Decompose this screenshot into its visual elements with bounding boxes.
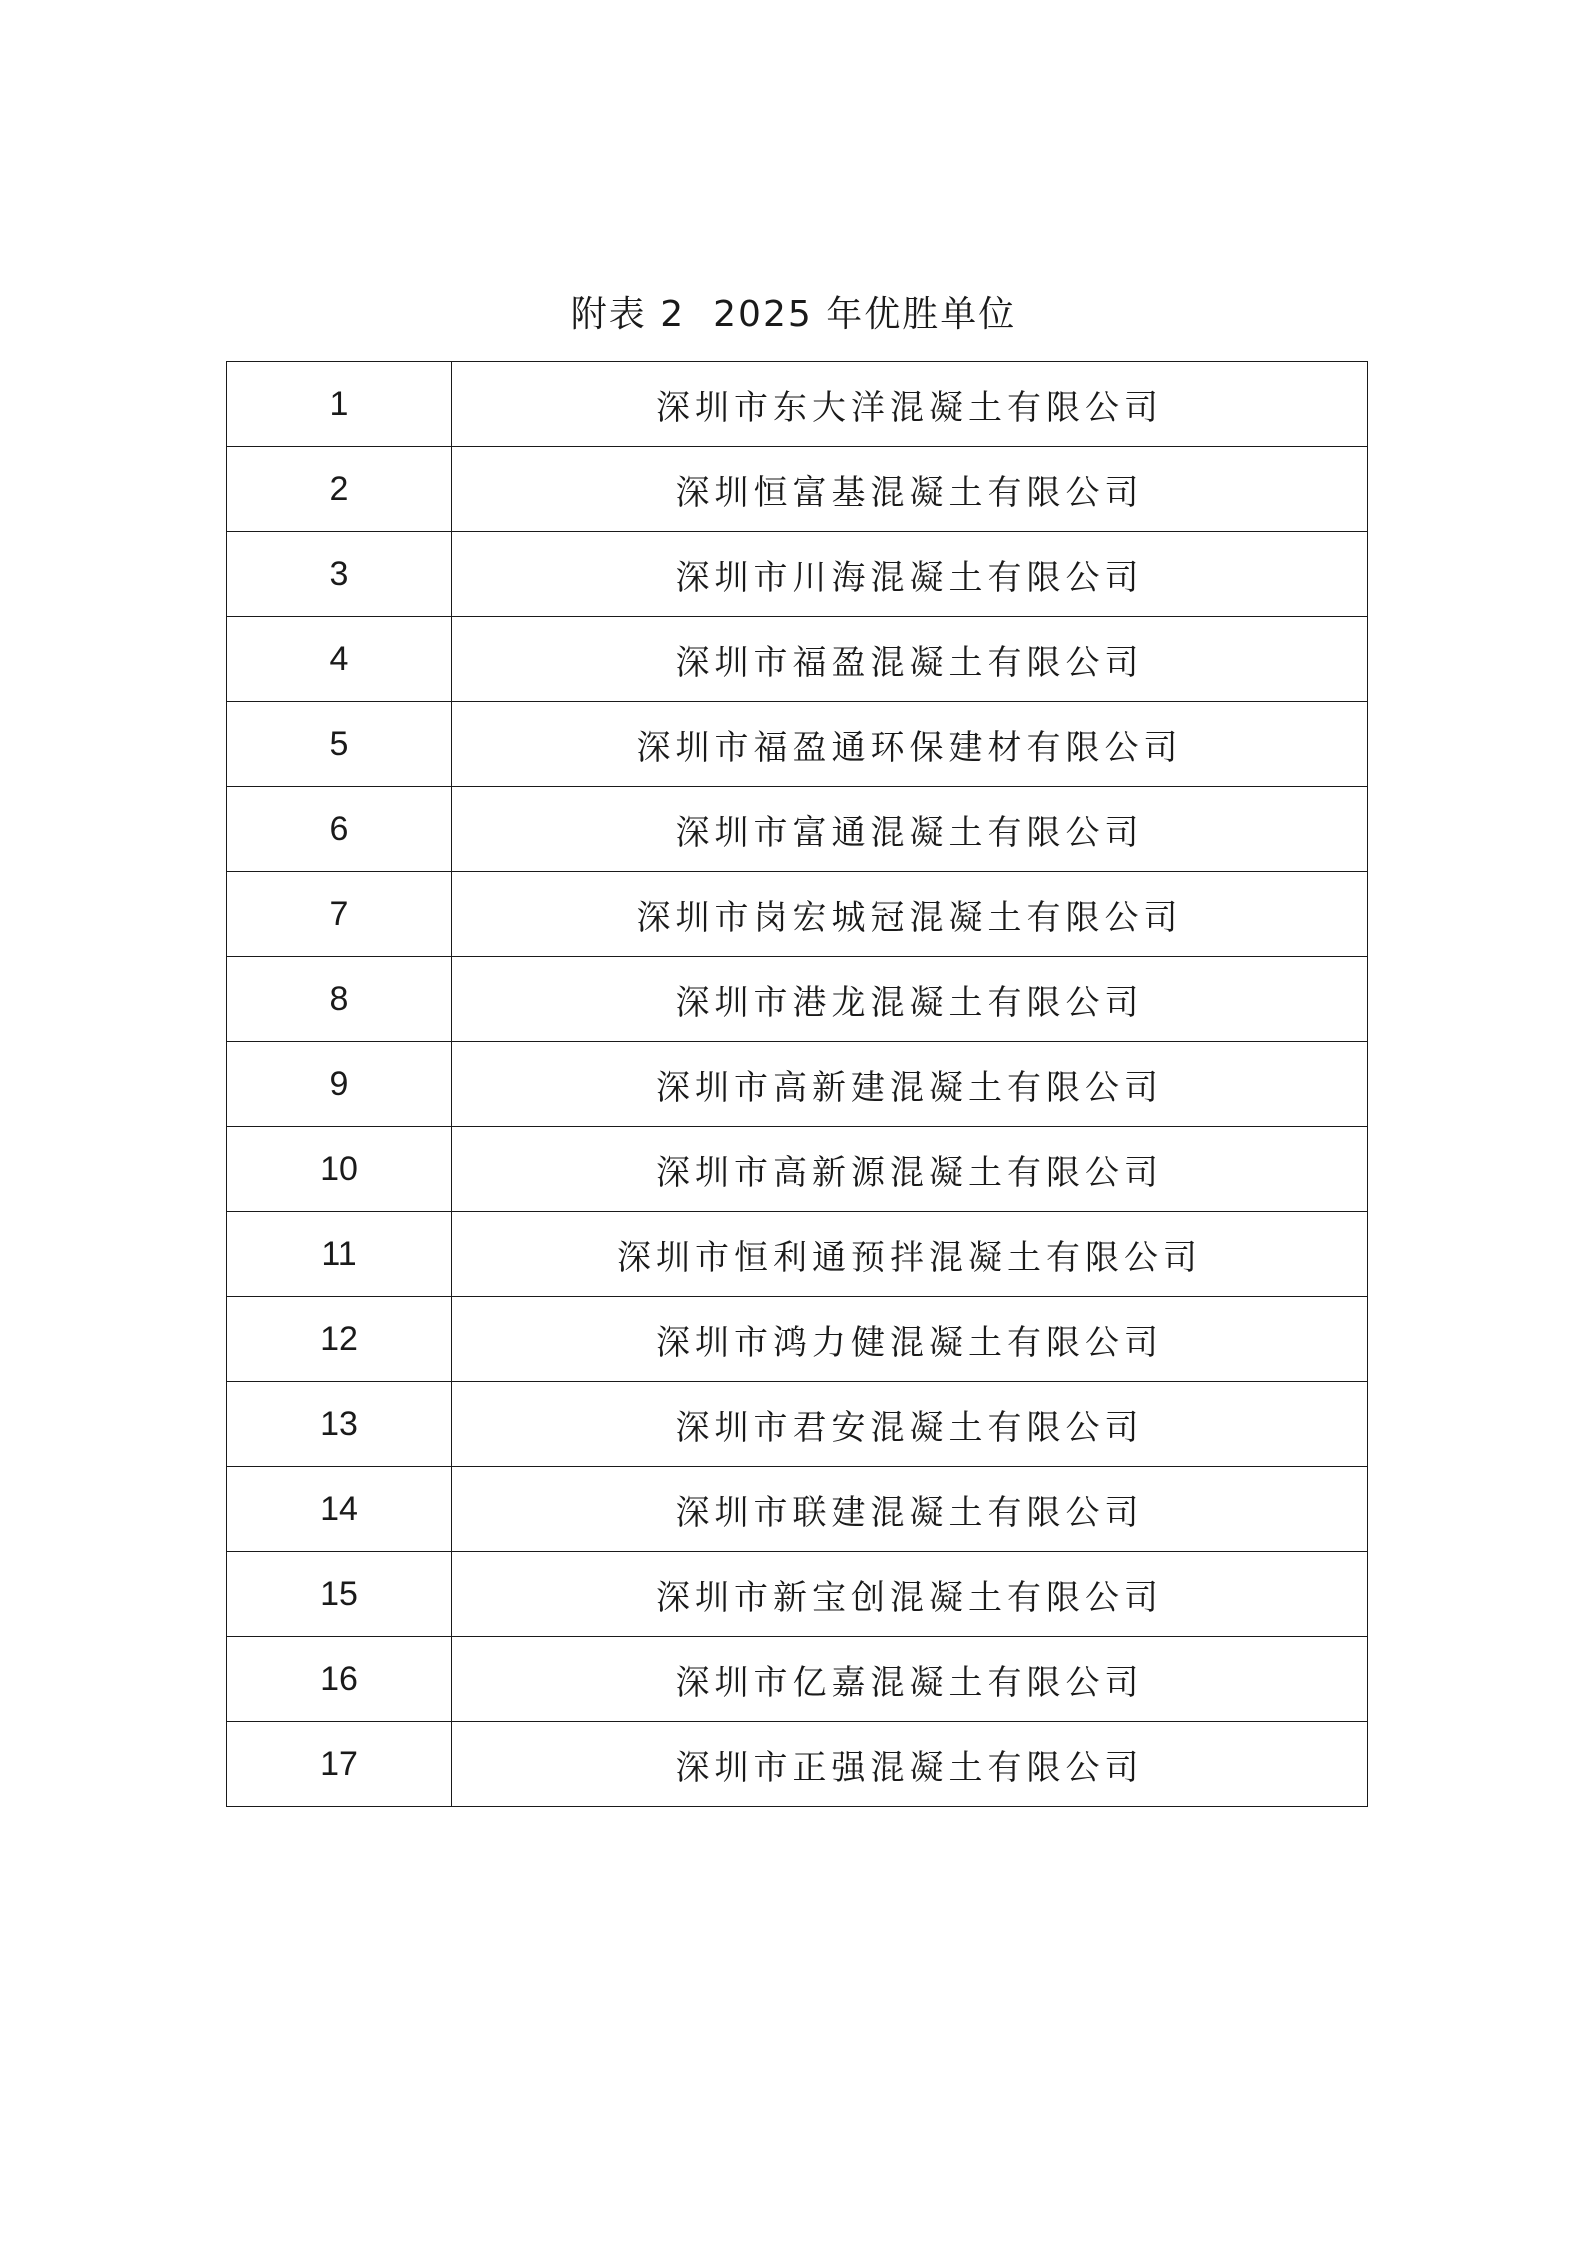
row-number: 2: [227, 447, 452, 532]
row-number: 3: [227, 532, 452, 617]
row-number: 13: [227, 1382, 452, 1467]
table-row: [227, 787, 1368, 872]
winners-table: [226, 361, 1368, 1807]
table-row: [227, 872, 1368, 957]
row-number: 12: [227, 1297, 452, 1382]
company-name: 深圳市恒利通预拌混凝土有限公司: [452, 1212, 1368, 1297]
company-name: 深圳市亿嘉混凝土有限公司: [452, 1637, 1368, 1722]
company-name: 深圳市君安混凝土有限公司: [452, 1382, 1368, 1467]
table-row: [227, 702, 1368, 787]
table-row: [227, 1127, 1368, 1212]
page-title: [0, 290, 1587, 340]
company-name: 深圳市富通混凝土有限公司: [452, 787, 1368, 872]
company-name: 深圳市福盈混凝土有限公司: [452, 617, 1368, 702]
company-name: 深圳市鸿力健混凝土有限公司: [452, 1297, 1368, 1382]
table-row: [227, 447, 1368, 532]
table-row: [227, 532, 1368, 617]
table-row: [227, 1467, 1368, 1552]
row-number: 11: [227, 1212, 452, 1297]
row-number: 5: [227, 702, 452, 787]
company-name: 深圳市新宝创混凝土有限公司: [452, 1552, 1368, 1637]
title-prefix: 附表 2: [570, 294, 686, 335]
company-name: 深圳市正强混凝土有限公司: [452, 1722, 1368, 1807]
company-name: 深圳市港龙混凝土有限公司: [452, 957, 1368, 1042]
winners-table-body: [227, 362, 1368, 1807]
row-number: 9: [227, 1042, 452, 1127]
company-name: 深圳市高新源混凝土有限公司: [452, 1127, 1368, 1212]
company-name: 深圳市福盈通环保建材有限公司: [452, 702, 1368, 787]
row-number: 4: [227, 617, 452, 702]
company-name: 深圳市岗宏城冠混凝土有限公司: [452, 872, 1368, 957]
title-text: 2025 年优胜单位: [713, 294, 1017, 335]
table-row: [227, 617, 1368, 702]
row-number: 16: [227, 1637, 452, 1722]
company-name: 深圳市东大洋混凝土有限公司: [452, 362, 1368, 447]
table-row: [227, 1722, 1368, 1807]
company-name: 深圳市联建混凝土有限公司: [452, 1467, 1368, 1552]
table-row: [227, 1212, 1368, 1297]
row-number: 10: [227, 1127, 452, 1212]
table-row: [227, 362, 1368, 447]
row-number: 6: [227, 787, 452, 872]
table-row: [227, 1552, 1368, 1637]
table-row: [227, 957, 1368, 1042]
table-row: [227, 1042, 1368, 1127]
row-number: 17: [227, 1722, 452, 1807]
company-name: 深圳市川海混凝土有限公司: [452, 532, 1368, 617]
table-row: [227, 1637, 1368, 1722]
row-number: 14: [227, 1467, 452, 1552]
table-row: [227, 1297, 1368, 1382]
row-number: 15: [227, 1552, 452, 1637]
row-number: 7: [227, 872, 452, 957]
company-name: 深圳恒富基混凝土有限公司: [452, 447, 1368, 532]
row-number: 1: [227, 362, 452, 447]
row-number: 8: [227, 957, 452, 1042]
company-name: 深圳市高新建混凝土有限公司: [452, 1042, 1368, 1127]
table-row: [227, 1382, 1368, 1467]
